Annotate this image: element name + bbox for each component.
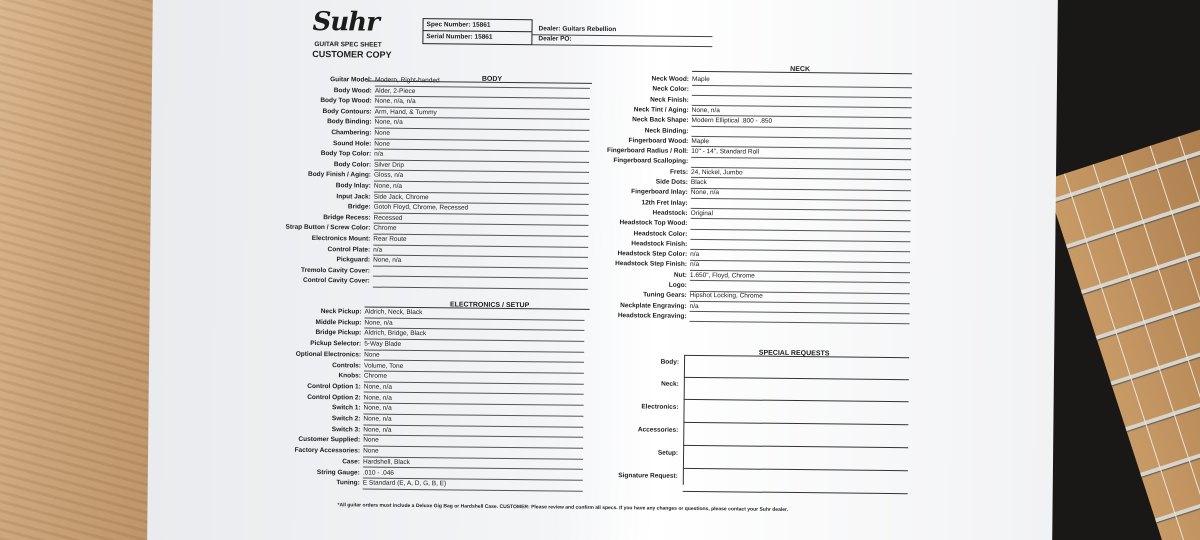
spec-field-value: 10" - 14", Standard Roll [691, 148, 760, 156]
spec-field-label: Fingerboard Scalloping: [613, 157, 689, 166]
spec-field-label: Bridge Pickup: [315, 329, 362, 337]
special-request-line [683, 491, 908, 494]
spec-field-label: Case: [342, 458, 361, 466]
special-request-line [683, 445, 908, 448]
spec-field-label: Headstock Engraving: [617, 312, 687, 320]
spec-field-value: None, n/a [364, 319, 393, 327]
spec-field-row [617, 312, 909, 325]
spec-field-label: Headstock Color: [633, 229, 688, 238]
special-request-label: Setup: [657, 449, 679, 457]
spec-field-value: 1.650", Floyd, Chrome [689, 271, 755, 280]
serial-number: Serial Number: 15861 [426, 33, 493, 41]
spec-field-label: Neck Back Shape: [632, 116, 689, 125]
spec-field-value: Modern Elliptical .800 - .850 [691, 117, 773, 125]
spec-field-label: Optional Electronics: [295, 350, 362, 359]
spec-field-value: Silver Drip [374, 161, 405, 169]
spec-field-label: Input Jack: [336, 192, 371, 201]
field-underline [689, 321, 909, 324]
spec-field-label: Neck Pickup: [320, 308, 362, 316]
spec-field-label: 12th Fret Inlay: [641, 198, 688, 207]
spec-field-value: None, n/a [363, 394, 392, 402]
spec-field-row [336, 479, 583, 492]
spec-field-label: Bridge Recess: [323, 213, 371, 222]
spec-field-label: Controls: [332, 361, 362, 369]
spec-field-label: Neck Color: [652, 85, 689, 94]
spec-field-label: Fingerboard Wood: [628, 137, 689, 145]
spec-field-value: None, n/a [691, 106, 720, 115]
spec-field-label: Headstock Finish: [631, 240, 688, 248]
spec-field-label: Neck Finish: [650, 96, 689, 104]
spec-field-label: Switch 1: [331, 404, 361, 412]
spec-field-value: Hardshell, Black [362, 458, 410, 466]
spec-field-value: Arm, Hand, & Tummy [374, 108, 437, 117]
spec-field-value: Maple [691, 75, 710, 84]
spec-field-value: n/a [374, 150, 384, 158]
spec-field-value: 5-Way Blade [364, 340, 402, 348]
spec-field-label: Body Finish / Aging: [307, 171, 372, 179]
spec-field-label: Chambering: [331, 129, 372, 137]
spec-field-label: Tremolo Cavity Cover: [300, 266, 371, 275]
spec-field-label: Fingerboard Radius / Roll: [606, 147, 689, 155]
spec-field-label: Knobs: [338, 372, 361, 380]
spec-field-label: Headstock Top Wood: [619, 219, 688, 228]
spec-field-value: None, n/a [374, 118, 403, 127]
spec-field-value: Rear Route [373, 235, 407, 243]
spec-field-label: Customer Supplied: [298, 436, 361, 444]
spec-field-value: None [374, 129, 391, 137]
spec-number: Spec Number: 15861 [423, 19, 531, 32]
spec-field-label: Body Wood: [333, 86, 372, 95]
spec-field-label: Headstock: [652, 209, 688, 217]
spec-field-label: Strap Button / Screw Color: [285, 224, 371, 232]
spec-field-value: n/a [690, 261, 700, 269]
spec-field-label: Body Contours: [322, 107, 372, 116]
spec-field-label: Tuning Gears: [643, 291, 687, 300]
electronics-section-title: ELECTRONICS / SETUP [449, 301, 530, 310]
spec-field-value: Volume, Tone [363, 362, 404, 370]
spec-field-label: String Gauge: [316, 468, 360, 476]
spec-field-label: Control Plate: [327, 245, 371, 254]
dealer-box [532, 25, 712, 47]
spec-field-value: n/a [690, 251, 700, 259]
spec-field-label: Frets: [669, 168, 689, 176]
spec-field-label: Control Option 2: [307, 393, 361, 402]
spec-field-label: Middle Pickup: [315, 318, 362, 327]
spec-field-value: Aldrich, Bridge, Black [364, 329, 427, 338]
spec-field-label: Tuning: [336, 479, 360, 487]
special-request-label: Signature Request: [618, 472, 678, 480]
spec-field-label: Pickguard: [336, 256, 371, 264]
spec-field-label: Body Top Wood: [320, 97, 372, 105]
guitar-string [1178, 136, 1200, 536]
spec-field-value: Alder, 2-Piece [374, 87, 416, 95]
footnote: *All guitar orders must include a Deluxe Gig Bag or Hardshell Case. CUSTOMER: Please review and confirm all specs. If you have any changes or questions, please contact your Suhr dealer. [337, 502, 789, 513]
spec-field-label: Side Dots: [655, 178, 688, 186]
special-request-label: Body: [660, 358, 680, 366]
spec-number-box [422, 18, 532, 45]
spec-field-label: Sound Hole: [332, 139, 372, 148]
spec-field-value: E Standard (E, A, D, G, B, E) [362, 479, 447, 488]
special-request-label: Accessories: [637, 426, 679, 434]
spec-field-label: Bridge: [347, 203, 371, 211]
spec-field-label: Fingerboard Inlay: [631, 188, 688, 197]
spec-field-value: Side Jack, Chrome [373, 193, 429, 201]
spec-field-label: Body Inlay: [335, 182, 371, 190]
special-request-line [684, 399, 909, 402]
spec-field-value: Aldrich, Neck, Black [364, 308, 423, 317]
spec-field-value: None [374, 140, 390, 148]
spec-sheet-label: GUITAR SPEC SHEET [314, 40, 382, 49]
spec-field-label: Headstock Step Color: [617, 250, 688, 258]
fret-wire [1081, 229, 1200, 295]
spec-field-value: None, n/a [363, 415, 392, 423]
dealer-po: Dealer PO: [532, 35, 712, 47]
spec-field-value: None [363, 436, 379, 445]
spec-field-label: Factory Accessories: [294, 446, 361, 455]
spec-field-value: None [363, 447, 379, 455]
spec-field-label: Electronics Mount: [311, 234, 371, 243]
spec-field-label: Neckplate Engraving: [620, 301, 687, 310]
spec-field-row [303, 277, 588, 290]
spec-field-label: Body Binding: [327, 118, 372, 126]
spec-field-value: None, n/a [373, 256, 402, 265]
special-request-label: Electronics: [641, 403, 679, 411]
spec-field-label: Headstock Step Finish: [615, 260, 688, 269]
spec-field-label: Neck Wood: [651, 75, 690, 83]
field-underline [363, 488, 583, 491]
field-underline [373, 286, 588, 289]
spec-field-label: Logo: [668, 281, 687, 289]
special-requests-divider [683, 355, 685, 485]
spec-field-value: None, n/a [363, 426, 392, 434]
spec-field-value: n/a [373, 246, 383, 254]
spec-field-value: Modern, Right-handed [374, 76, 440, 85]
spec-field-value: Recessed [373, 214, 403, 222]
spec-field-label: Guitar Model: [330, 76, 373, 84]
spec-field-label: Control Option 1: [307, 382, 361, 391]
spec-field-value: n/a [689, 302, 699, 310]
spec-field-value: None, n/a [363, 404, 392, 413]
spec-field-value: None, n/a, n/a [374, 97, 416, 106]
spec-field-value: 24, Nickel, Jumbo [690, 168, 743, 177]
spec-field-value: None, n/a [690, 189, 720, 197]
spec-field-label: Body Color: [333, 160, 372, 169]
spec-field-value: Original [690, 209, 714, 218]
special-request-label: Neck: [661, 380, 679, 388]
spec-field-label: Neck Binding: [644, 126, 689, 135]
spec-field-value: Hipshot Locking, Chrome [689, 292, 763, 300]
spec-field-value: None, n/a [373, 182, 403, 190]
customer-copy-label: CUSTOMER COPY [312, 48, 392, 60]
neck-section-title: NECK [790, 65, 811, 74]
spec-field-value: Chrome [373, 224, 397, 233]
special-request-line [684, 377, 909, 380]
spec-field-label: Switch 3: [331, 425, 361, 434]
spec-field-value: Chrome [363, 372, 388, 380]
spec-field-label: Neck Tint / Aging: [633, 106, 689, 114]
spec-field-label: Switch 2: [331, 415, 361, 423]
suhr-logo: Suhr [312, 6, 380, 38]
spec-field-value: Black [690, 178, 707, 187]
spec-field-label: Body Top Color: [320, 150, 372, 158]
spec-field-label: Nut: [673, 271, 687, 279]
spec-field-label: Control Cavity Cover: [303, 277, 370, 285]
spec-field-value: None [364, 351, 380, 359]
spec-field-value: None, n/a [363, 383, 392, 391]
spec-field-value: .010 - .046 [362, 469, 394, 477]
special-request-line [683, 422, 908, 425]
spec-field-value: Maple [691, 137, 710, 145]
spec-field-value: Gotoh Floyd, Chrome, Recessed [373, 203, 469, 212]
dealer-name: Dealer: Guitars Rebellion [532, 25, 712, 37]
special-request-line [683, 468, 908, 471]
body-section-title: BODY [481, 75, 503, 83]
spec-field-value: Gloss, n/a [373, 171, 404, 180]
spec-field-label: Pickup Selector: [310, 340, 362, 348]
special-requests-title: SPECIAL REQUESTS [758, 349, 830, 358]
spec-sheet-paper [147, 0, 1058, 540]
